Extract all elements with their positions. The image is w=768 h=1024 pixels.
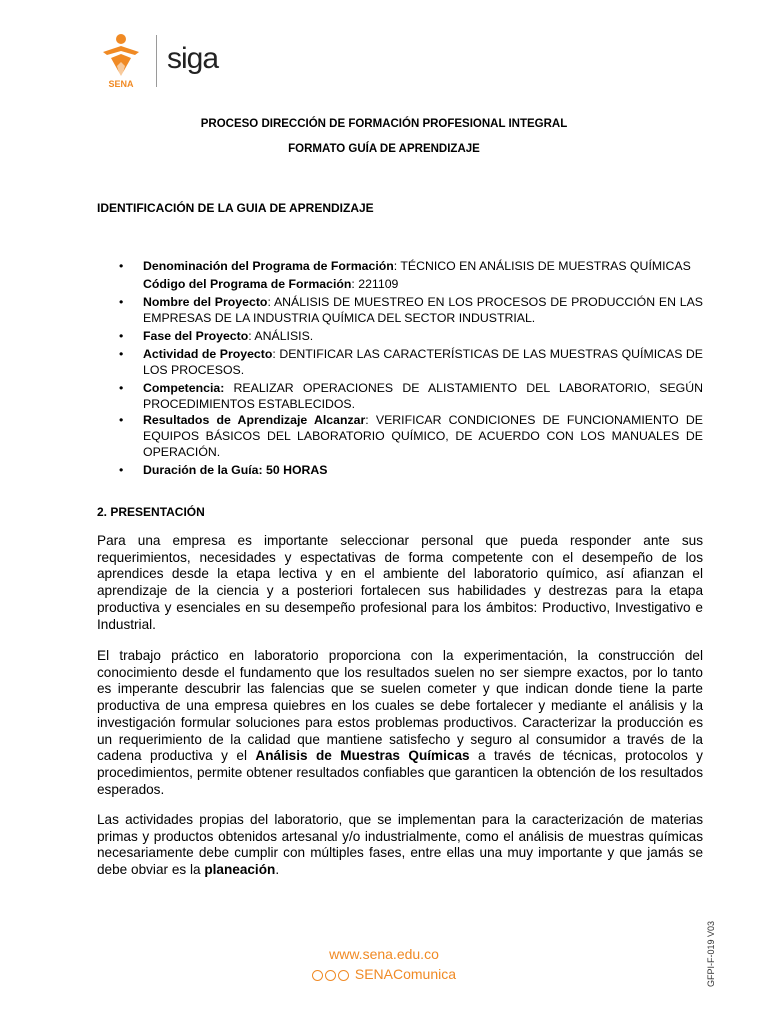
presentation-paragraph-2: El trabajo práctico en laboratorio proporciona con la experimentación, la construcción del conocimiento desde el fundamento que los resultados suelen no ser siempre exactos, por lo tanto es imperante descubrir las falencias que se suelen cometer y que indican donde tiene la parte productiva de una empresa quiebres en los cuales se debe fortalecer y mediante el análisis y la investigación formular soluciones para estos problemas productivos. Caracterizar la producción es un requerimiento de la calidad que mantiene satisfecho y seguro al consumidor a través de la cadena productiva y el Análisis de Muestras Químicas a través de técnicas, protocolos y procedimientos, permite obtener resultados confiables que garanticen la obtención de los resultados esperados. xyxy=(97,648,703,797)
id-item-competence xyxy=(97,380,703,412)
footer-social[interactable] xyxy=(0,966,768,982)
id-label: Nombre del Proyecto xyxy=(143,295,268,309)
id-item-program: • Denominación del Programa de Formación: TÉCNICO EN ANÁLISIS DE MUESTRAS QUÍMICAS xyxy=(97,258,703,274)
siga-logo-text: siga xyxy=(167,42,219,75)
id-label: Duración de la Guía: 50 HORAS xyxy=(143,463,328,477)
id-label: Fase del Proyecto xyxy=(143,329,249,343)
id-value: TÉCNICO EN ANÁLISIS DE MUESTRAS QUÍMICAS xyxy=(400,259,691,273)
emphasis-text: planeación xyxy=(204,862,276,878)
id-item-activity: • Actividad de Proyecto: DENTIFICAR LAS CARACTERÍSTICAS DE LAS MUESTRAS QUÍMICAS DE LOS PROCESOS. xyxy=(97,346,703,378)
social-handle: SENAComunica xyxy=(354,966,457,982)
presentation-title: 2. PRESENTACIÓN xyxy=(97,505,205,519)
id-item-duration xyxy=(97,462,703,478)
id-value: DENTIFICAR LAS CARACTERÍSTICAS DE LAS MUESTRAS QUÍMICAS DE LOS PROCESOS. xyxy=(143,347,704,377)
id-item-results: • Resultados de Aprendizaje Alcanzar: VERIFICAR CONDICIONES DE FUNCIONAMIENTO DE EQUIPOS BÁSICOS DEL LABORATORIO QUÍMICO, DE ACUERDO CON LOS MANUALES DE OPERACIÓN. xyxy=(97,412,703,460)
format-title: FORMATO GUÍA DE APRENDIZAJE xyxy=(288,143,480,155)
id-value: 221109 xyxy=(358,277,399,291)
identification-list xyxy=(97,258,703,478)
facebook-icon xyxy=(338,970,349,981)
sena-logo xyxy=(97,32,145,90)
id-label: Actividad de Proyecto xyxy=(143,347,273,361)
id-label: Código del Programa de Formación xyxy=(143,277,352,291)
process-title: PROCESO DIRECCIÓN DE FORMACIÓN PROFESIONAL INTEGRAL xyxy=(200,118,568,130)
id-item-phase: • Fase del Proyecto: ANÁLISIS. xyxy=(97,328,703,344)
instagram-icon xyxy=(312,970,323,981)
id-label: Denominación del Programa de Formación xyxy=(143,259,394,273)
header-logos xyxy=(97,32,257,92)
identification-title: IDENTIFICACIÓN DE LA GUIA DE APRENDIZAJE xyxy=(97,201,374,215)
siga-logo xyxy=(167,41,242,79)
emphasis-text: Análisis de Muestras Químicas xyxy=(255,748,470,764)
id-item-code: Código del Programa de Formación: 221109 xyxy=(143,277,399,291)
twitter-icon xyxy=(325,970,336,981)
presentation-paragraph-3: Las actividades propias del laboratorio, que se implementan para la caracterización de materias primas y productos obtenidos artesanal y/o industrialmente, como el análisis de muestras químicas necesariamente debe cumplir con múltiples fases, entre ellas una muy importante y que jamás se debe obviar es la planeación. xyxy=(97,812,703,878)
id-label: Competencia: xyxy=(143,381,225,395)
id-item-project: • Nombre del Proyecto: ANÁLISIS DE MUESTREO EN LOS PROCESOS DE PRODUCCIÓN EN LAS EMPRESAS DE LA INDUSTRIA QUÍMICA DEL SECTOR INDUSTRIAL. xyxy=(97,294,703,326)
sena-logo-text: SENA xyxy=(108,79,134,89)
presentation-paragraph-1: Para una empresa es importante seleccionar personal que pueda responder ante sus requerimientos, necesidades y espectativas de forma competente con el desempeño de los aprendices desde la etapa lectiva y en el ambiente del laboratorio químico, así afianzan el aprendizaje de la ciencia y a posteriori fortalecen sus habilidades y destrezas para la etapa productiva y esenciales en su desempeño profesional para los ámbitos: Productivo, Investigativo e Industrial. xyxy=(97,533,703,632)
id-label: Resultados de Aprendizaje Alcanzar xyxy=(143,413,366,427)
id-value: VERIFICAR CONDICIONES DE FUNCIONAMIENTO DE EQUIPOS BÁSICOS DEL LABORATORIO QUÍMICO, DE ACUERDO CON LOS MANUALES DE OPERACIÓN. xyxy=(143,413,703,459)
logo-divider xyxy=(156,35,157,87)
id-value: REALIZAR OPERACIONES DE ALISTAMIENTO DEL LABORATORIO, SEGÚN PROCEDIMIENTOS ESTABLECIDOS. xyxy=(143,381,704,411)
document-code: GFPI-F-019 V03 xyxy=(706,920,716,987)
id-value: ANÁLISIS DE MUESTREO EN LOS PROCESOS DE PRODUCCIÓN EN LAS EMPRESAS DE LA INDUSTRIA QUÍMICA DEL SECTOR INDUSTRIAL. xyxy=(143,295,704,325)
id-value: ANÁLISIS. xyxy=(254,329,314,343)
footer-website-link[interactable]: www.sena.edu.co xyxy=(329,946,439,962)
